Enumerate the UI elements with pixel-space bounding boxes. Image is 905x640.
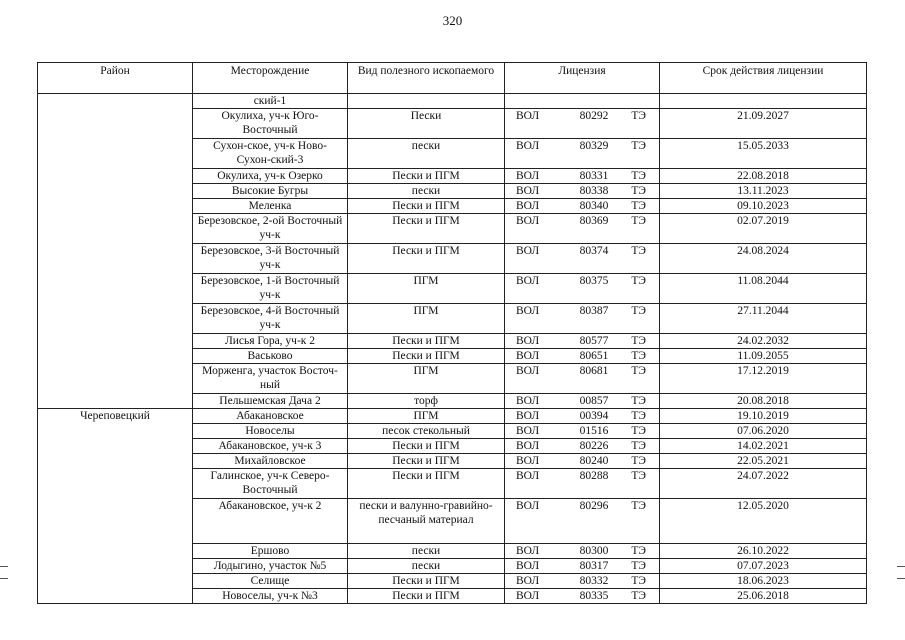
license-number: 80240 <box>579 455 609 467</box>
deposit-cell: Васьково <box>193 349 348 364</box>
license-number: 00857 <box>579 395 609 407</box>
license-type: ТЭ <box>631 410 646 422</box>
license-type: ТЭ <box>631 500 646 512</box>
license-region: ВОЛ <box>516 560 540 572</box>
deposit-cell: Высокие Бугры <box>193 184 348 199</box>
deposit-cell: Пельшемская Дача 2 <box>193 394 348 409</box>
license-table <box>37 62 867 604</box>
license-cell <box>505 589 660 604</box>
license-number: 80681 <box>579 365 609 377</box>
mineral-cell: ПГМ <box>348 364 505 394</box>
table-header-row <box>38 63 867 94</box>
license-region: ВОЛ <box>516 335 540 347</box>
expiry-cell: 24.02.2032 <box>660 334 867 349</box>
table-row <box>38 94 867 109</box>
mineral-cell: Пески и ПГМ <box>348 589 505 604</box>
expiry-cell: 14.02.2021 <box>660 439 867 454</box>
margin-mark <box>897 578 905 579</box>
license-region: ВОЛ <box>516 545 540 557</box>
mineral-cell: Пески и ПГМ <box>348 334 505 349</box>
mineral-cell: Пески <box>348 109 505 139</box>
expiry-cell: 19.10.2019 <box>660 409 867 424</box>
license-number: 01516 <box>579 425 609 437</box>
margin-mark <box>0 578 8 579</box>
deposit-cell: Абакановское, уч-к 3 <box>193 439 348 454</box>
deposit-cell: Березовское, 4-й Восточный уч-к <box>193 304 348 334</box>
deposit-cell: Ершово <box>193 544 348 559</box>
license-type: ТЭ <box>631 215 646 227</box>
license-cell <box>505 199 660 214</box>
header-mineral: Вид полезного ископаемого <box>348 63 505 94</box>
license-cell <box>505 424 660 439</box>
expiry-cell: 12.05.2020 <box>660 499 867 544</box>
license-type: ТЭ <box>631 575 646 587</box>
mineral-cell: пески <box>348 559 505 574</box>
license-cell <box>505 349 660 364</box>
expiry-cell: 07.07.2023 <box>660 559 867 574</box>
expiry-cell: 26.10.2022 <box>660 544 867 559</box>
license-cell <box>505 394 660 409</box>
license-cell <box>505 304 660 334</box>
deposit-cell: Новоселы, уч-к №3 <box>193 589 348 604</box>
license-type: ТЭ <box>631 350 646 362</box>
mineral-cell <box>348 94 505 109</box>
license-region: ВОЛ <box>516 395 540 407</box>
expiry-cell: 15.05.2033 <box>660 139 867 169</box>
license-type: ТЭ <box>631 185 646 197</box>
expiry-cell: 24.07.2022 <box>660 469 867 499</box>
mineral-cell: песок стекольный <box>348 424 505 439</box>
license-cell <box>505 364 660 394</box>
license-cell <box>505 184 660 199</box>
expiry-cell: 21.09.2027 <box>660 109 867 139</box>
license-region: ВОЛ <box>516 590 540 602</box>
deposit-cell: Абакановское, уч-к 2 <box>193 499 348 544</box>
license-number: 80375 <box>579 275 609 287</box>
deposit-cell: Березовское, 3-й Восточный уч-к <box>193 244 348 274</box>
expiry-cell: 07.06.2020 <box>660 424 867 439</box>
license-cell <box>505 544 660 559</box>
deposit-cell: Березовское, 2-ой Восточный уч-к <box>193 214 348 244</box>
license-cell <box>505 454 660 469</box>
license-region: ВОЛ <box>516 215 540 227</box>
license-type: ТЭ <box>631 470 646 482</box>
license-number: 80296 <box>579 500 609 512</box>
license-number: 80288 <box>579 470 609 482</box>
deposit-cell: Меленка <box>193 199 348 214</box>
license-type: ТЭ <box>631 140 646 152</box>
table-body <box>38 94 867 604</box>
license-region: ВОЛ <box>516 410 540 422</box>
deposit-cell: ский-1 <box>193 94 348 109</box>
header-deposit: Месторождение <box>193 63 348 94</box>
expiry-cell: 24.08.2024 <box>660 244 867 274</box>
license-type: ТЭ <box>631 365 646 377</box>
license-cell <box>505 469 660 499</box>
license-type: ТЭ <box>631 455 646 467</box>
license-type: ТЭ <box>631 425 646 437</box>
expiry-cell: 13.11.2023 <box>660 184 867 199</box>
license-region: ВОЛ <box>516 425 540 437</box>
license-type: ТЭ <box>631 170 646 182</box>
license-region: ВОЛ <box>516 365 540 377</box>
license-region: ВОЛ <box>516 245 540 257</box>
expiry-cell: 11.09.2055 <box>660 349 867 364</box>
expiry-cell: 25.06.2018 <box>660 589 867 604</box>
expiry-cell: 11.08.2044 <box>660 274 867 304</box>
license-type: ТЭ <box>631 245 646 257</box>
license-cell <box>505 244 660 274</box>
license-number: 80331 <box>579 170 609 182</box>
license-type: ТЭ <box>631 545 646 557</box>
license-cell <box>505 499 660 544</box>
header-expiry: Срок действия лицензии <box>660 63 867 94</box>
mineral-cell: пески <box>348 184 505 199</box>
license-number: 80651 <box>579 350 609 362</box>
license-region: ВОЛ <box>516 500 540 512</box>
deposit-cell: Окулиха, уч-к Озерко <box>193 169 348 184</box>
license-number: 80335 <box>579 590 609 602</box>
license-number: 00394 <box>579 410 609 422</box>
deposit-cell: Сухон-ское, уч-к Ново-Сухон-ский-3 <box>193 139 348 169</box>
license-cell <box>505 169 660 184</box>
expiry-cell: 02.07.2019 <box>660 214 867 244</box>
expiry-cell <box>660 94 867 109</box>
license-region: ВОЛ <box>516 305 540 317</box>
license-region: ВОЛ <box>516 455 540 467</box>
mineral-cell: Пески и ПГМ <box>348 454 505 469</box>
mineral-cell: Пески и ПГМ <box>348 244 505 274</box>
deposit-cell: Лодыгино, участок №5 <box>193 559 348 574</box>
license-type: ТЭ <box>631 590 646 602</box>
license-number: 80369 <box>579 215 609 227</box>
license-type: ТЭ <box>631 110 646 122</box>
mineral-cell: ПГМ <box>348 409 505 424</box>
license-number: 80338 <box>579 185 609 197</box>
deposit-cell: Михайловское <box>193 454 348 469</box>
license-cell <box>505 574 660 589</box>
license-cell <box>505 334 660 349</box>
expiry-cell: 20.08.2018 <box>660 394 867 409</box>
margin-mark <box>0 566 8 567</box>
mineral-cell: Пески и ПГМ <box>348 169 505 184</box>
license-type: ТЭ <box>631 440 646 452</box>
mineral-cell: пески <box>348 544 505 559</box>
license-cell <box>505 109 660 139</box>
expiry-cell: 22.05.2021 <box>660 454 867 469</box>
deposit-cell: Галинское, уч-к Северо-Восточный <box>193 469 348 499</box>
mineral-cell: торф <box>348 394 505 409</box>
deposit-cell: Селище <box>193 574 348 589</box>
license-cell <box>505 274 660 304</box>
license-region: ВОЛ <box>516 350 540 362</box>
license-region: ВОЛ <box>516 140 540 152</box>
mineral-cell: ПГМ <box>348 304 505 334</box>
license-number: 80374 <box>579 245 609 257</box>
license-region: ВОЛ <box>516 170 540 182</box>
license-cell <box>505 439 660 454</box>
license-cell <box>505 94 660 109</box>
license-region: ВОЛ <box>516 275 540 287</box>
table-row <box>38 409 867 424</box>
district-cell: Череповецкий <box>38 409 193 604</box>
license-number: 80340 <box>579 200 609 212</box>
deposit-cell: Морженга, участок Восточ-ный <box>193 364 348 394</box>
margin-mark <box>897 566 905 567</box>
license-cell <box>505 139 660 169</box>
license-type: ТЭ <box>631 200 646 212</box>
mineral-cell: ПГМ <box>348 274 505 304</box>
mineral-cell: пески <box>348 139 505 169</box>
license-type: ТЭ <box>631 335 646 347</box>
page-number: 320 <box>442 13 463 28</box>
expiry-cell: 09.10.2023 <box>660 199 867 214</box>
expiry-cell: 18.06.2023 <box>660 574 867 589</box>
license-number: 80332 <box>579 575 609 587</box>
mineral-cell: Пески и ПГМ <box>348 214 505 244</box>
license-number: 80317 <box>579 560 609 572</box>
license-number: 80329 <box>579 140 609 152</box>
expiry-cell: 17.12.2019 <box>660 364 867 394</box>
license-region: ВОЛ <box>516 200 540 212</box>
deposit-cell: Абакановское <box>193 409 348 424</box>
deposit-cell: Лисья Гора, уч-к 2 <box>193 334 348 349</box>
mineral-cell: Пески и ПГМ <box>348 574 505 589</box>
header-district: Район <box>38 63 193 94</box>
license-region: ВОЛ <box>516 185 540 197</box>
license-number: 80387 <box>579 305 609 317</box>
deposit-cell: Новоселы <box>193 424 348 439</box>
license-number: 80226 <box>579 440 609 452</box>
deposit-cell: Окулиха, уч-к Юго-Восточный <box>193 109 348 139</box>
mineral-cell: Пески и ПГМ <box>348 469 505 499</box>
license-cell <box>505 214 660 244</box>
license-type: ТЭ <box>631 560 646 572</box>
license-cell <box>505 559 660 574</box>
expiry-cell: 27.11.2044 <box>660 304 867 334</box>
mineral-cell: пески и валунно-гравийно-песчаный материал <box>348 499 505 544</box>
license-type: ТЭ <box>631 395 646 407</box>
license-region: ВОЛ <box>516 575 540 587</box>
license-cell <box>505 409 660 424</box>
license-region: ВОЛ <box>516 440 540 452</box>
mineral-cell: Пески и ПГМ <box>348 439 505 454</box>
license-type: ТЭ <box>631 305 646 317</box>
header-license: Лицензия <box>505 63 660 94</box>
license-region: ВОЛ <box>516 470 540 482</box>
deposit-cell: Березовское, 1-й Восточный уч-к <box>193 274 348 304</box>
district-cell <box>38 94 193 409</box>
license-number: 80300 <box>579 545 609 557</box>
mineral-cell: Пески и ПГМ <box>348 349 505 364</box>
expiry-cell: 22.08.2018 <box>660 169 867 184</box>
license-type: ТЭ <box>631 275 646 287</box>
license-region: ВОЛ <box>516 110 540 122</box>
license-number: 80577 <box>579 335 609 347</box>
mineral-cell: Пески и ПГМ <box>348 199 505 214</box>
license-number: 80292 <box>579 110 609 122</box>
